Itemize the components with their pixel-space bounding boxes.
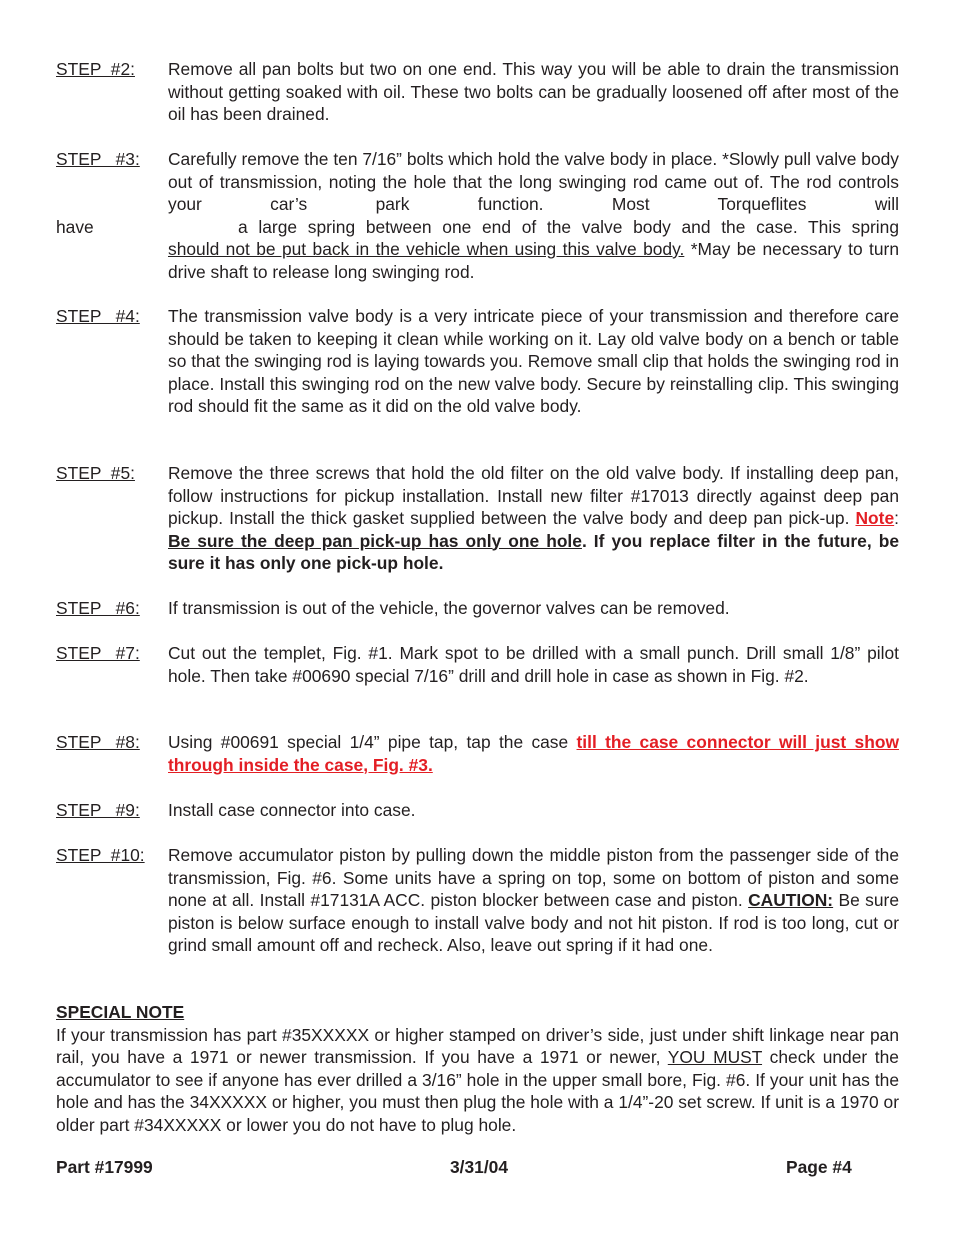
step-text: Install case connector into case. <box>168 800 416 820</box>
step-text: If transmission is out of the vehicle, the governor valves can be removed. <box>168 598 730 618</box>
footer-date: 3/31/04 <box>450 1157 509 1177</box>
step-text: Remove all pan bolts but two on one end. This way you will be able to drain the transmission without getting soaked with oil. These two bolts can be gradually loosened off after most of the oil has been drained. <box>168 59 899 124</box>
note-colon: : <box>894 508 899 528</box>
special-note-text <box>56 1024 899 1137</box>
note-label: Note <box>855 508 895 528</box>
special-note-text2: check under the accumulator to see if anyone has ever drilled a 3/16” hole in the upper small bore, Fig. #6. If your unit has the hole and has the 34XXXXX or higher, you must then plug the hole with a 1/4”-20 set screw. If unit is a 1970 or older part #34XXXXX or lower you do not have to plug hole. <box>56 1047 899 1135</box>
step-label: STEP #3: <box>56 149 140 169</box>
step-label: STEP #5: <box>56 463 135 483</box>
step-5 <box>56 462 899 575</box>
step-3 <box>56 148 899 283</box>
step-text <box>56 148 899 283</box>
note-tail: . If you replace filter in the future, be sure it has only one pick-up hole. <box>168 530 900 573</box>
special-note-text1: If your transmission has part #35XXXXX or higher stamped on driver’s side, just under shift linkage near pan rail, you have a 1971 or newer transmission. If you have a 1971 or newer, <box>56 1024 899 1067</box>
step-10-text2: Be sure piston is below surface enough to install valve body and not hit piston. If rod is too long, cut or grind small amount off and recheck. Also, leave out spring if it had one. <box>168 890 900 955</box>
step-text <box>168 844 899 957</box>
step-label: STEP #7: <box>56 643 140 663</box>
step-6 <box>56 597 899 620</box>
step-10 <box>56 844 899 957</box>
caution-label: CAUTION: <box>748 890 834 910</box>
you-must: YOU MUST <box>667 1047 763 1067</box>
have-word: have <box>56 216 94 237</box>
special-note <box>56 1001 899 1136</box>
step-8-red-text: till the case connector will just show through inside the case, Fig. #3. <box>168 732 899 775</box>
step-2 <box>56 58 899 126</box>
step-3-tail: *May be necessary to turn drive shaft to release long swinging rod. <box>168 239 899 282</box>
step-label: STEP #10: <box>56 845 145 865</box>
step-9 <box>56 799 899 822</box>
step-5-text: Remove the three screws that hold the old filter on the old valve body. If installing deep pan, follow instructions for pickup installation. Install new filter #17013 directly against deep pan pickup. Install the thick gasket supplied between the valve body and deep pan pick-up. <box>168 463 899 528</box>
step-label: STEP #9: <box>56 800 140 820</box>
step-10-text: Remove accumulator piston by pulling down the middle piston from the passenger side of the transmission, Fig. #6. Some units have a spring on top, some on bottom of piston and some none at all. Install #17131A ACC. piston blocker between case and piston. <box>168 845 899 910</box>
step-text: The transmission valve body is a very intricate piece of your transmission and therefore care should be taken to keeping it clean while working on it. Lay old valve body on a bench or table so that the swinging rod is laying towards you. Remove small clip that holds the swinging rod in place. Install this swinging rod on the new valve body. Secure by reinstalling clip. This swinging rod should fit the same as it did on the old valve body. <box>168 306 899 416</box>
step-8 <box>56 731 899 776</box>
page-number: Page #4 <box>786 1157 852 1177</box>
step-7 <box>56 642 899 687</box>
note-underlined: Be sure the deep pan pick-up has only one hole <box>168 530 582 551</box>
step-8-text: Using #00691 special 1/4” pipe tap, tap the case <box>168 732 577 752</box>
warning-underlined: should not be put back in the vehicle when using this valve body. <box>168 239 685 259</box>
special-note-title: SPECIAL NOTE <box>56 1002 185 1022</box>
step-label: STEP #6: <box>56 598 140 618</box>
step-label: STEP #2: <box>56 59 135 79</box>
part-number: Part #17999 <box>56 1157 153 1177</box>
step-3-have-line <box>56 216 899 239</box>
step-text <box>168 731 899 776</box>
step-label: STEP #8: <box>56 732 140 752</box>
step-text <box>168 462 899 575</box>
step-4 <box>56 305 899 418</box>
step-label: STEP #4: <box>56 306 140 326</box>
step-3-line1: Carefully remove the ten 7/16” bolts which hold the valve body in place. *Slowly pull valve body out of transmission, noting the hole that the long swinging rod came out of. The rod controls your car’s park function. Most Torqueflites will <box>168 149 899 214</box>
step-text: Cut out the templet, Fig. #1. Mark spot to be drilled with a small punch. Drill small 1/8” pilot hole. Then take #00690 special 7/16” drill and drill hole in case as shown in Fig. #2. <box>168 643 899 686</box>
step-3-line2: a large spring between one end of the valve body and the case. This spring <box>238 216 899 237</box>
step-3-line3 <box>168 238 899 283</box>
